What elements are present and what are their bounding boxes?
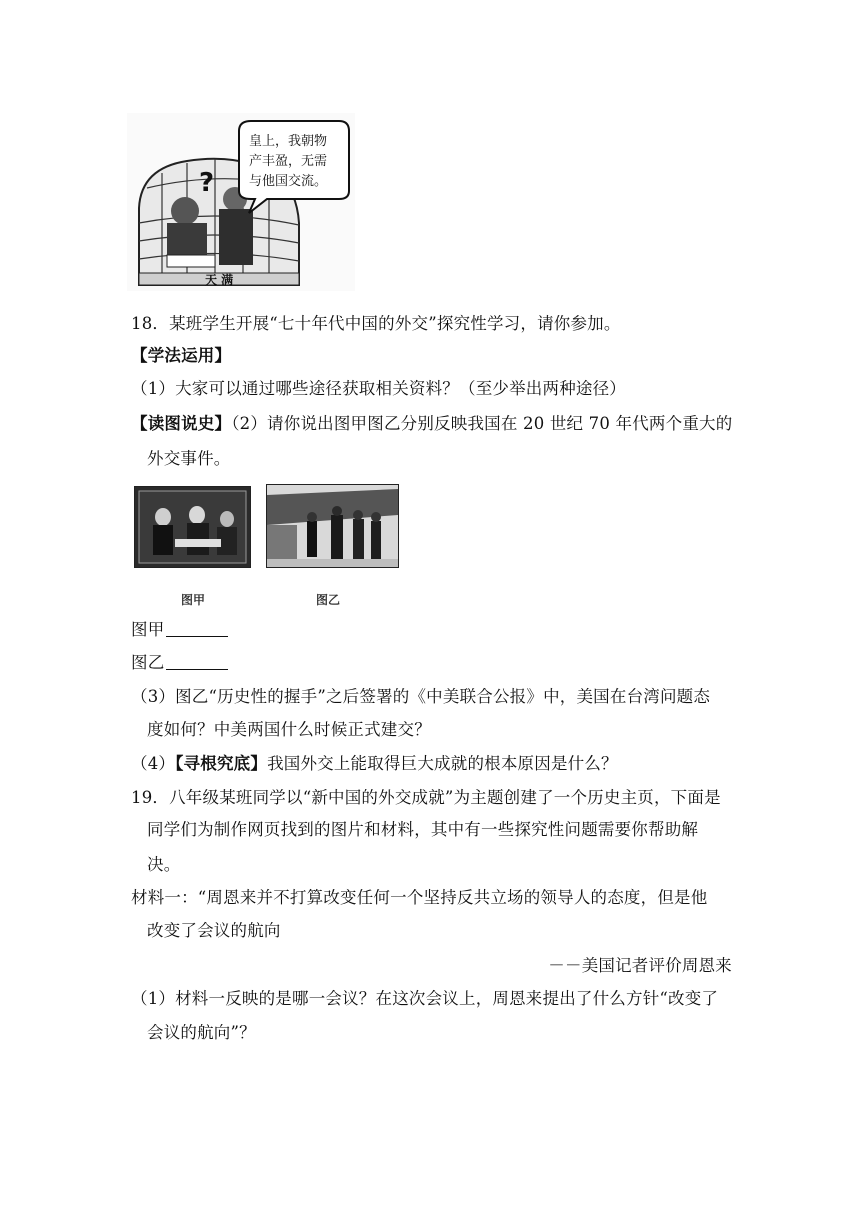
- q19-sub1-line2: 会议的航向”？: [147, 1023, 256, 1042]
- answer-blank-jia[interactable]: [166, 620, 228, 637]
- speech-line-2: 产丰盈，无需: [249, 154, 328, 169]
- photo-yi: [266, 484, 399, 568]
- answer-yi: 图乙: [131, 652, 228, 674]
- svg-text:?: ?: [199, 168, 215, 198]
- q19-stem-line1: 19．八年级某班同学以“新中国的外交成就”为主题创建了一个历史主页，下面是: [131, 788, 721, 807]
- q18-sub4-label: 【寻根究底】: [175, 754, 268, 773]
- q18-sub3-line1: （3）图乙“历史性的握手”之后签署的《中美联合公报》中，美国在台湾问题态: [131, 687, 711, 706]
- q19-stem-line2: 同学们为制作网页找到的图片和材料，其中有一些探究性问题需要你帮助解: [147, 820, 699, 839]
- speech-line-1: 皇上，我朝物: [249, 134, 328, 149]
- cartoon-image: [127, 113, 355, 291]
- q18-sub2-line2: 外交事件。: [147, 449, 231, 468]
- answer-jia: 图甲: [131, 619, 228, 641]
- photo-jia: [134, 486, 251, 568]
- q19-material1-line2: 改变了会议的航向: [147, 921, 281, 940]
- cartoon-sign: 天 满: [205, 273, 234, 287]
- q19-material1-source: －－美国记者评价周恩来: [548, 956, 732, 975]
- speech-line-3: 与他国交流。: [249, 174, 328, 189]
- caption-jia: 图甲: [181, 593, 206, 607]
- q18-sub2-line1: 【读图说史】（2）请你说出图甲图乙分别反映我国在 20 世纪 70 年代两个重大的: [131, 414, 733, 433]
- q19-stem-line3: 决。: [147, 855, 181, 874]
- q18-sub3-line2: 度如何？中美两国什么时候正式建交？: [147, 720, 431, 739]
- q19-sub1-line1: （1）材料一反映的是哪一会议？在这次会议上，周恩来提出了什么方针“改变了: [131, 989, 719, 1008]
- q18-sub2-label: 【读图说史】: [131, 414, 232, 433]
- caption-yi: 图乙: [316, 593, 341, 607]
- q18-sub1: （1）大家可以通过哪些途径获取相关资料？（至少举出两种途径）: [131, 379, 626, 398]
- q18-section-method: 【学法运用】: [131, 346, 232, 365]
- answer-blank-yi[interactable]: [166, 653, 228, 670]
- q18-sub4: （4）【寻根究底】我国外交上能取得巨大成就的根本原因是什么？: [131, 754, 618, 773]
- q18-stem: 18．某班学生开展“七十年代中国的外交”探究性学习，请你参加。: [131, 314, 621, 333]
- q19-material1-line1: 材料一：“周恩来并不打算改变任何一个坚持反共立场的领导人的态度，但是他: [131, 888, 708, 907]
